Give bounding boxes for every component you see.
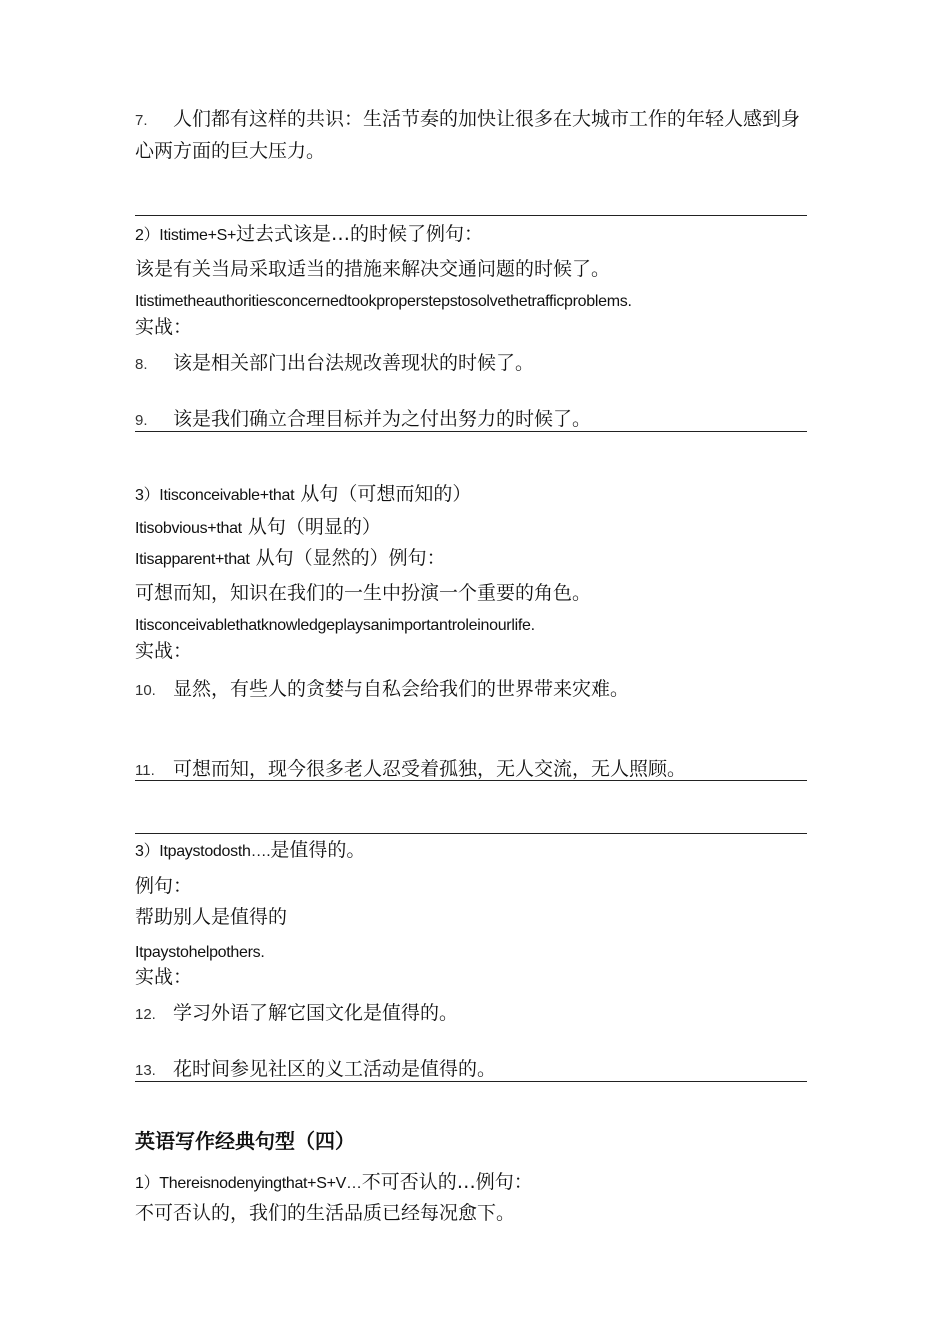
example-label: 例句： [135,875,193,897]
example-cn: 可想而知，知识在我们的一生中扮演一个重要的角色。 [135,582,592,604]
question-number: 9. [135,412,148,429]
question-9 [135,406,591,434]
question-text: 可想而知，现今很多老人忍受着孤独，无人交流，无人照顾。 [173,758,687,780]
answer-line [135,215,807,216]
question-text: 学习外语了解它国文化是值得的。 [173,1002,459,1024]
question-10 [135,676,629,704]
heading-en: 3）Itisconceivable+that [135,487,295,504]
question-number: 11. [135,762,155,779]
question-12 [135,1000,458,1028]
question-number: 12. [135,1006,156,1023]
example-cn: 帮助别人是值得的 [135,906,288,928]
heading-cn: 不可否认的…例句： [361,1171,533,1193]
question-7 [135,104,807,166]
question-text: 人们都有这样的共识：生活节奏的加快让很多在大城市工作的年轻人感到身心两方面的巨大压力。 [135,108,801,162]
heading-cn: 过去式该是…的时候了例句： [236,223,484,245]
heading-en: 2）Itistime+S+ [135,227,237,244]
section-heading [135,837,365,865]
question-8 [135,350,534,378]
pattern-cn: 从句（明显的） [247,516,381,538]
heading-en: 1）Thereisnodenyingthat+S+V… [135,1175,362,1192]
question-number: 13. [135,1062,156,1079]
pattern-line [135,545,446,573]
pattern-en: Itisobvious+that [135,520,242,537]
question-text: 花时间参见社区的义工活动是值得的。 [173,1058,497,1080]
answer-line [135,780,807,781]
question-text: 该是相关部门出台法规改善现状的时候了。 [173,352,535,374]
example-cn: 该是有关当局采取适当的措施来解决交通问题的时候了。 [135,258,611,280]
question-number: 10. [135,682,156,699]
heading-en: 3）Itpaystodosth…. [135,843,271,860]
heading-cn: 是值得的。 [270,839,366,861]
example-cn: 不可否认的，我们的生活品质已经每况愈下。 [135,1202,516,1224]
pattern-en: Itisapparent+that [135,551,250,568]
answer-line [135,431,807,432]
pattern-line [135,514,381,542]
question-13 [135,1056,496,1084]
section-title: 英语写作经典句型（四） [135,1129,355,1153]
example-en: Itpaystohelpothers. [135,944,265,961]
question-number: 8. [135,356,148,373]
question-number: 7. [135,112,148,129]
section-heading [135,1169,533,1197]
example-en: Itistimetheauthoritiesconcernedtookproperstepstosolvethetrafficproblems. [135,293,632,310]
answer-line [135,1081,807,1082]
practice-label: 实战： [135,316,193,338]
practice-label: 实战： [135,640,193,662]
pattern-cn: 从句（显然的）例句： [255,547,446,569]
answer-line [135,833,807,834]
heading-cn: 从句（可想而知的） [300,483,472,505]
question-text: 显然，有些人的贪婪与自私会给我们的世界带来灾难。 [173,678,630,700]
section-heading [135,481,471,509]
example-en: Itisconceivablethatknowledgeplaysanimportantroleinourlife. [135,617,535,634]
practice-label: 实战： [135,966,193,988]
section-heading [135,221,483,249]
question-text: 该是我们确立合理目标并为之付出努力的时候了。 [173,408,592,430]
